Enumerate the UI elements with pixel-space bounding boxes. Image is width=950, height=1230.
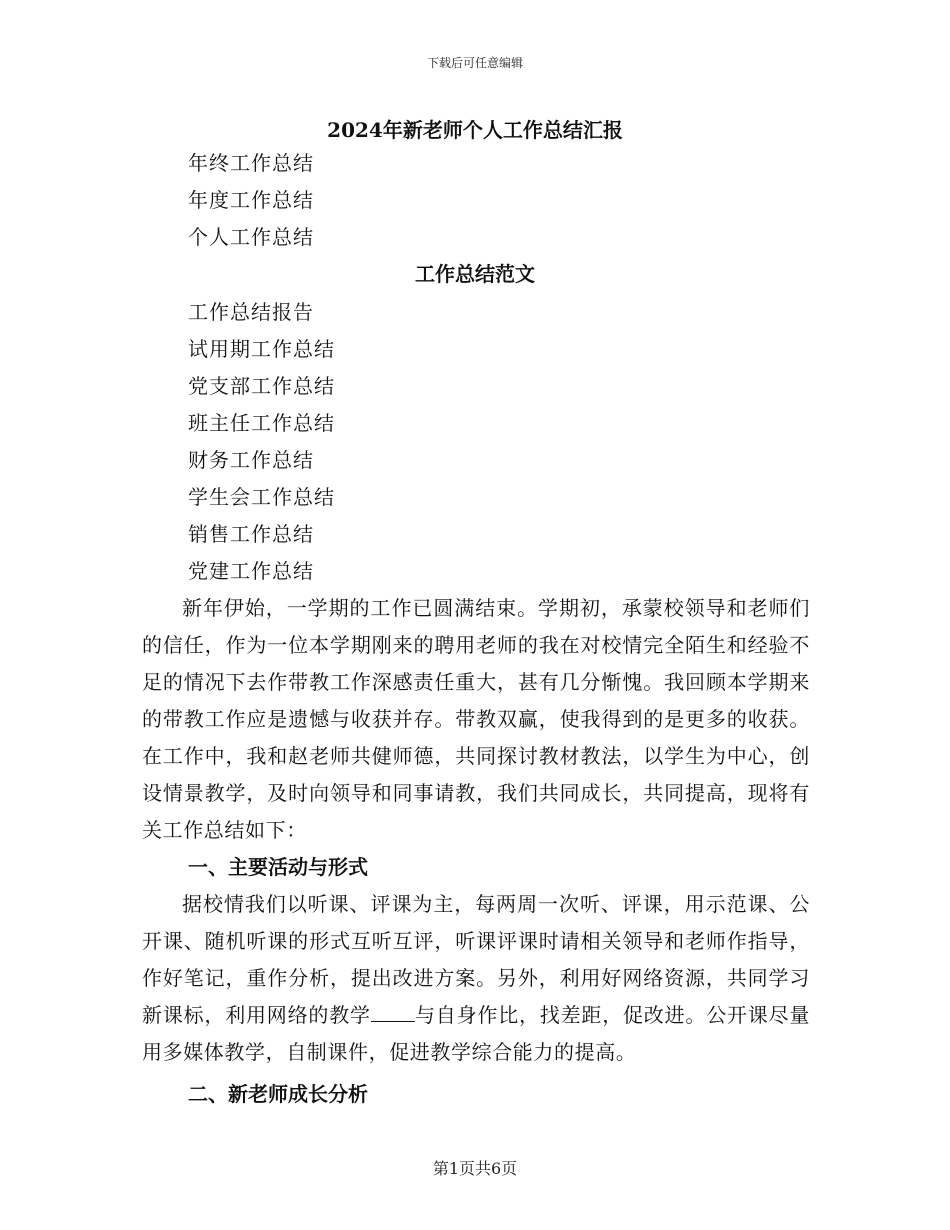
paragraph-text: 与自身作比，找差距，促改进。公开课尽量用多媒体教学，自制课件，促进教学综合能力的提高。 <box>142 1003 810 1064</box>
intro-paragraph: 新年伊始，一学期的工作已圆满结束。学期初，承蒙校领导和老师们的信任，作为一位本学期刚来的聘用老师的我在对校情完全陌生和经验不足的情况下去作带教工作深感责任重大，甚有几分惭愧。我回顾本学期来的带教工作应是遗憾与收获并存。带教双赢，使我得到的是更多的收获。在工作中，我和赵老师共健师德，共同探讨教材教法，以学生为中心，创设情景教学，及时向领导和同事请教，我们共同成长，共同提高，现将有关工作总结如下： <box>142 596 810 842</box>
header-note: 下载后可任意编辑 <box>426 56 523 70</box>
link-item[interactable]: 班主任工作总结 <box>188 411 335 435</box>
heading-main-activities: 一、主要活动与形式 <box>188 855 368 879</box>
link-item[interactable]: 个人工作总结 <box>188 225 314 249</box>
link-item[interactable]: 工作总结报告 <box>188 300 314 324</box>
blank-underline <box>371 1020 415 1022</box>
summary-link-list-bottom <box>188 294 335 590</box>
activities-paragraph <box>142 886 810 1071</box>
link-item[interactable]: 销售工作总结 <box>188 522 314 546</box>
link-item[interactable]: 党建工作总结 <box>188 559 314 583</box>
link-item[interactable]: 年度工作总结 <box>188 188 314 212</box>
document-title: 2024年新老师个人工作总结汇报 <box>327 118 623 142</box>
summary-link-list-top <box>188 145 314 256</box>
section-title: 工作总结范文 <box>415 262 535 286</box>
link-item[interactable]: 学生会工作总结 <box>188 485 335 509</box>
paragraph-text: 据校情我们以听课、评课为主，每两周一次听、评课，用示范课、公开课、随机听课的形式互听互评，听课评课时请相关领导和老师作指导，作好笔记，重作分析，提出改进方案。另外，利用好网络资源，共同学习新课标，利用网络的教学 <box>142 892 810 1027</box>
link-item[interactable]: 试用期工作总结 <box>188 337 335 361</box>
heading-growth-analysis: 二、新老师成长分析 <box>188 1082 368 1106</box>
link-item[interactable]: 年终工作总结 <box>188 151 314 175</box>
link-item[interactable]: 党支部工作总结 <box>188 374 335 398</box>
link-item[interactable]: 财务工作总结 <box>188 448 314 472</box>
page-footer: 第1页共6页 <box>432 1159 518 1178</box>
